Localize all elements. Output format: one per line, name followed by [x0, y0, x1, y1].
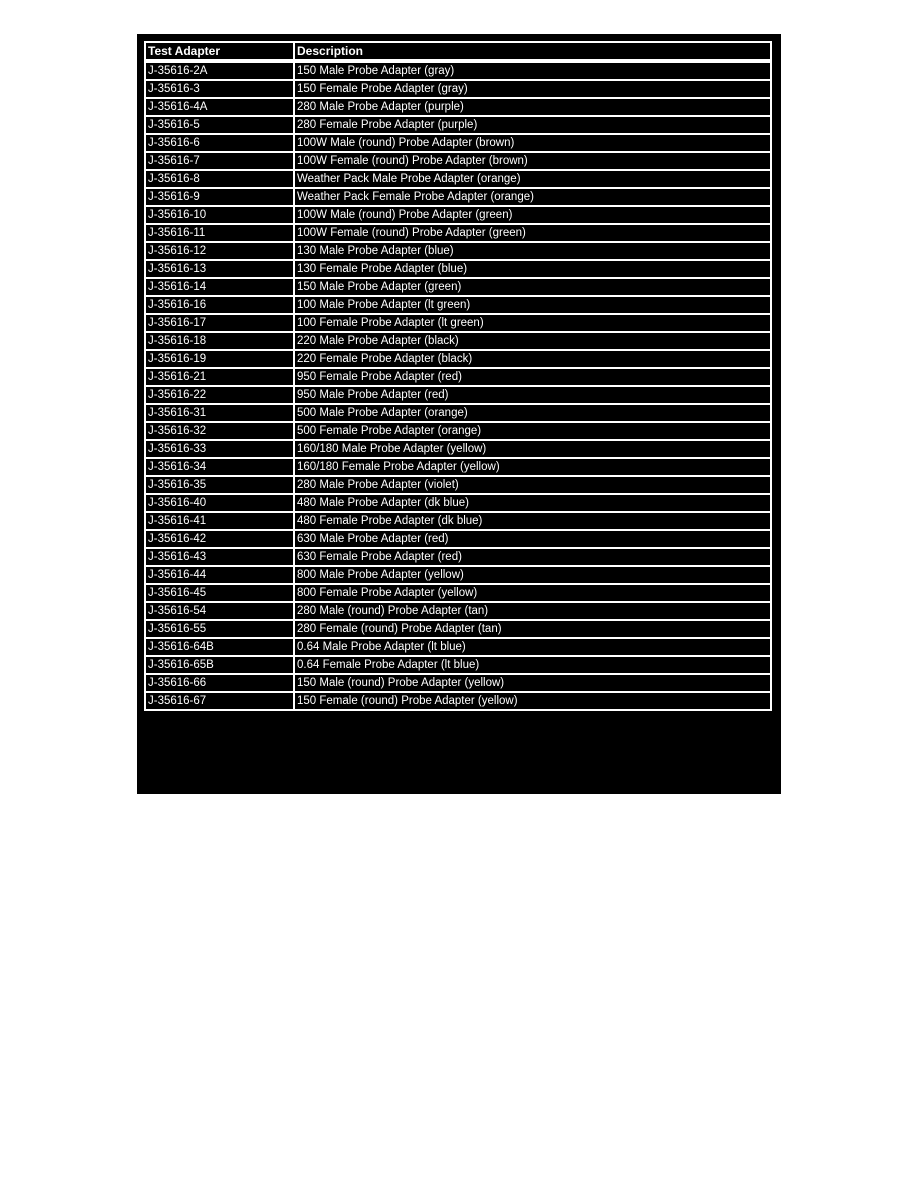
table-row: [144, 693, 772, 711]
description-cell: 150 Female Probe Adapter (gray): [293, 81, 772, 99]
description-cell: 280 Female Probe Adapter (purple): [293, 117, 772, 135]
test-adapter-cell: J-35616-45: [144, 585, 293, 603]
test-adapter-table-frame: [137, 34, 781, 794]
description-cell: 100W Female (round) Probe Adapter (green): [293, 225, 772, 243]
test-adapter-cell: J-35616-18: [144, 333, 293, 351]
table-row: [144, 117, 772, 135]
description-cell: 800 Female Probe Adapter (yellow): [293, 585, 772, 603]
test-adapter-table: [144, 41, 772, 711]
test-adapter-cell: J-35616-11: [144, 225, 293, 243]
description-cell: 100W Female (round) Probe Adapter (brown): [293, 153, 772, 171]
test-adapter-cell: J-35616-19: [144, 351, 293, 369]
column-header-description: Description: [293, 41, 772, 61]
table-row: [144, 315, 772, 333]
description-cell: 280 Male Probe Adapter (purple): [293, 99, 772, 117]
description-cell: 480 Male Probe Adapter (dk blue): [293, 495, 772, 513]
test-adapter-cell: J-35616-31: [144, 405, 293, 423]
table-row: [144, 279, 772, 297]
table-row: [144, 405, 772, 423]
description-cell: 630 Female Probe Adapter (red): [293, 549, 772, 567]
table-row: [144, 639, 772, 657]
test-adapter-cell: J-35616-16: [144, 297, 293, 315]
table-row: [144, 657, 772, 675]
test-adapter-cell: J-35616-41: [144, 513, 293, 531]
description-cell: 100W Male (round) Probe Adapter (green): [293, 207, 772, 225]
description-cell: 630 Male Probe Adapter (red): [293, 531, 772, 549]
description-cell: 0.64 Female Probe Adapter (lt blue): [293, 657, 772, 675]
description-cell: 150 Male Probe Adapter (green): [293, 279, 772, 297]
test-adapter-cell: J-35616-35: [144, 477, 293, 495]
table-row: [144, 333, 772, 351]
description-cell: 100 Female Probe Adapter (lt green): [293, 315, 772, 333]
description-cell: 280 Male Probe Adapter (violet): [293, 477, 772, 495]
description-cell: 950 Male Probe Adapter (red): [293, 387, 772, 405]
description-cell: 130 Male Probe Adapter (blue): [293, 243, 772, 261]
test-adapter-cell: J-35616-3: [144, 81, 293, 99]
table-row: [144, 459, 772, 477]
test-adapter-cell: J-35616-40: [144, 495, 293, 513]
table-row: [144, 441, 772, 459]
test-adapter-cell: J-35616-5: [144, 117, 293, 135]
test-adapter-cell: J-35616-9: [144, 189, 293, 207]
description-cell: 950 Female Probe Adapter (red): [293, 369, 772, 387]
test-adapter-cell: J-35616-44: [144, 567, 293, 585]
description-cell: 160/180 Male Probe Adapter (yellow): [293, 441, 772, 459]
description-cell: 280 Male (round) Probe Adapter (tan): [293, 603, 772, 621]
description-cell: 280 Female (round) Probe Adapter (tan): [293, 621, 772, 639]
table-header-row: [144, 41, 772, 61]
table-row: [144, 675, 772, 693]
description-cell: 480 Female Probe Adapter (dk blue): [293, 513, 772, 531]
test-adapter-cell: J-35616-8: [144, 171, 293, 189]
table-row: [144, 495, 772, 513]
table-row: [144, 99, 772, 117]
test-adapter-cell: J-35616-21: [144, 369, 293, 387]
description-cell: 500 Female Probe Adapter (orange): [293, 423, 772, 441]
test-adapter-cell: J-35616-67: [144, 693, 293, 711]
test-adapter-cell: J-35616-13: [144, 261, 293, 279]
table-row: [144, 531, 772, 549]
test-adapter-cell: J-35616-54: [144, 603, 293, 621]
table-row: [144, 549, 772, 567]
table-row: [144, 603, 772, 621]
table-row: [144, 477, 772, 495]
test-adapter-cell: J-35616-43: [144, 549, 293, 567]
description-cell: 150 Male Probe Adapter (gray): [293, 61, 772, 81]
description-cell: 150 Female (round) Probe Adapter (yellow): [293, 693, 772, 711]
table-row: [144, 567, 772, 585]
test-adapter-cell: J-35616-66: [144, 675, 293, 693]
test-adapter-cell: J-35616-22: [144, 387, 293, 405]
test-adapter-cell: J-35616-2A: [144, 61, 293, 81]
column-header-test-adapter: Test Adapter: [144, 41, 293, 61]
table-row: [144, 243, 772, 261]
description-cell: 220 Female Probe Adapter (black): [293, 351, 772, 369]
description-cell: 150 Male (round) Probe Adapter (yellow): [293, 675, 772, 693]
test-adapter-cell: J-35616-4A: [144, 99, 293, 117]
description-cell: 130 Female Probe Adapter (blue): [293, 261, 772, 279]
table-row: [144, 61, 772, 81]
table-row: [144, 297, 772, 315]
table-row: [144, 81, 772, 99]
table-row: [144, 621, 772, 639]
description-cell: 0.64 Male Probe Adapter (lt blue): [293, 639, 772, 657]
test-adapter-cell: J-35616-14: [144, 279, 293, 297]
table-row: [144, 369, 772, 387]
table-row: [144, 225, 772, 243]
table-row: [144, 207, 772, 225]
table-row: [144, 387, 772, 405]
test-adapter-cell: J-35616-55: [144, 621, 293, 639]
description-cell: 800 Male Probe Adapter (yellow): [293, 567, 772, 585]
test-adapter-cell: J-35616-42: [144, 531, 293, 549]
test-adapter-cell: J-35616-32: [144, 423, 293, 441]
description-cell: 160/180 Female Probe Adapter (yellow): [293, 459, 772, 477]
table-row: [144, 423, 772, 441]
test-adapter-cell: J-35616-10: [144, 207, 293, 225]
table-row: [144, 351, 772, 369]
test-adapter-cell: J-35616-33: [144, 441, 293, 459]
table-row: [144, 513, 772, 531]
table-row: [144, 135, 772, 153]
description-cell: 100W Male (round) Probe Adapter (brown): [293, 135, 772, 153]
table-row: [144, 189, 772, 207]
description-cell: 500 Male Probe Adapter (orange): [293, 405, 772, 423]
table-row: [144, 585, 772, 603]
table-row: [144, 153, 772, 171]
test-adapter-cell: J-35616-12: [144, 243, 293, 261]
test-adapter-cell: J-35616-7: [144, 153, 293, 171]
test-adapter-cell: J-35616-17: [144, 315, 293, 333]
table-body: [144, 61, 772, 711]
description-cell: Weather Pack Male Probe Adapter (orange): [293, 171, 772, 189]
description-cell: 220 Male Probe Adapter (black): [293, 333, 772, 351]
test-adapter-cell: J-35616-6: [144, 135, 293, 153]
table-row: [144, 171, 772, 189]
test-adapter-cell: J-35616-34: [144, 459, 293, 477]
test-adapter-cell: J-35616-64B: [144, 639, 293, 657]
description-cell: 100 Male Probe Adapter (lt green): [293, 297, 772, 315]
table-row: [144, 261, 772, 279]
test-adapter-cell: J-35616-65B: [144, 657, 293, 675]
description-cell: Weather Pack Female Probe Adapter (orange): [293, 189, 772, 207]
